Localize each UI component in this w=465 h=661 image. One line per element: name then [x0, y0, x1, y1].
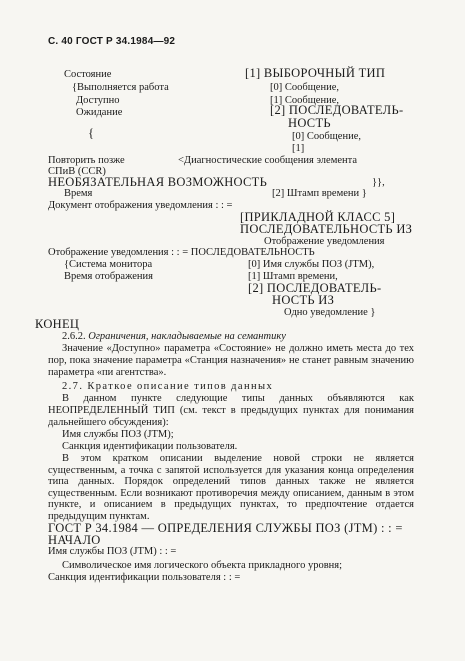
section-title: Ограничения, накладываемые на семантику [88, 331, 286, 342]
type-user-id-sanction: Санкция идентификации пользователя. [62, 441, 238, 452]
asn-module-header: ГОСТ Р 34.1984 — ОПРЕДЕЛЕНИЯ СЛУЖБЫ ПОЗ (JTM) : : = [48, 521, 403, 535]
asn-state-label: Состояние [64, 69, 112, 80]
asn-jtm-name-def: Имя службы ПОЗ (JTM) : : = [48, 546, 177, 557]
asn-open-brace: { [88, 126, 95, 140]
asn-sequence-2b-cont: НОСТЬ ИЗ [272, 293, 335, 307]
asn-symbolic-name: Символическое имя логического объекта прикладного уровня; [62, 560, 343, 571]
asn-notification-doc: Документ отображения уведомления : : = [48, 200, 233, 211]
paragraph-undefined-types: В данном пункте следующие типы данных объявляются как НЕОПРЕДЕЛЕННЫЙ ТИП (см. текст в предыдущих пунктах для понимания дальнейшего обсуждения): [48, 393, 414, 428]
asn-ccr-label: СПиВ (CCR) [48, 166, 106, 177]
asn-notification-display-def [48, 247, 315, 259]
asn-sequence-2: [2] ПОСЛЕДОВАТЕЛЬ- [270, 103, 404, 117]
asn-retry-label: Повторить позже [48, 155, 125, 166]
asn-monitor-system: {Система монитора [64, 259, 153, 270]
asn-single-notification: Одно уведомление } [284, 307, 376, 318]
asn-sequence-2b: [2] ПОСЛЕДОВАТЕЛЬ- [248, 281, 382, 295]
asn-diagnostic-messages: <Диагностические сообщения элемента [178, 155, 357, 166]
page-header: С. 40 ГОСТ Р 34.1984—92 [48, 36, 176, 47]
paragraph-summary-rules: В этом кратком описании выделение новой строки не является существенным, а точка с запятой используется для указания конца определения типа данных. Порядок определений типов данных также не является существенным. Если возникают противоречия между описанием, данным в этом пункте, и описанием в предыдущих пунктах, то предпочтение отдается предыдущим пунктам. [48, 453, 414, 522]
asn-nested-message-0: [0] Сообщение, [292, 131, 361, 142]
asn-close-braces: }}, [372, 177, 385, 188]
section-2-7-heading: 2.7. Краткое описание типов данных [62, 381, 274, 392]
section-number: 2.6.2. [62, 331, 89, 342]
asn-sequence-of: ПОСЛЕДОВАТЕЛЬНОСТЬ ИЗ [240, 222, 413, 236]
asn-waiting-label: Ожидание [76, 107, 123, 118]
asn-user-id-def: Санкция идентификации пользователя : : = [48, 572, 241, 583]
asn-end: КОНЕЦ [35, 317, 80, 331]
asn-time-label: Время [64, 188, 93, 199]
type-jtm-service-name: Имя службы ПОЗ (JTM); [62, 429, 174, 440]
asn-begin: НАЧАЛО [48, 533, 101, 547]
asn-jtm-service-name: [0] Имя службы ПОЗ (JTM), [248, 259, 375, 270]
asn-app-class: [ПРИКЛАДНОЙ КЛАСС 5] [240, 210, 396, 224]
asn-message-1: [1] Сообщение, [270, 95, 339, 106]
asn-message-0: [0] Сообщение, [270, 82, 339, 93]
asn-notification-display-def-text: Отображение уведомления : : = ПОСЛЕДОВАТЕЛЬНОСТЬ [48, 247, 315, 258]
paragraph-semantic-constraints: Значение «Доступно» параметра «Состояние» не должно иметь места до тех пор, пока значение параметра «Станция назначения» не станет равным значению параметра «пи агентства». [48, 343, 414, 378]
section-2-6-2-heading [62, 331, 286, 343]
asn-notification-display: Отображение уведомления [264, 236, 385, 247]
asn-display-time: Время отображения [64, 271, 153, 282]
asn-timestamp-1: [1] Штамп времени, [248, 271, 338, 282]
asn-running-label: {Выполняется работа [72, 82, 169, 93]
asn-available-label: Доступно [76, 95, 120, 106]
asn-choice-type: [1] ВЫБОРОЧНЫЙ ТИП [245, 66, 386, 80]
asn-timestamp: [2] Штамп времени } [272, 188, 367, 199]
asn-sequence-2-cont: НОСТЬ [288, 116, 331, 130]
asn-optional: НЕОБЯЗАТЕЛЬНАЯ ВОЗМОЖНОСТЬ [48, 175, 268, 189]
asn-nested-index-1: [1] [292, 143, 305, 154]
